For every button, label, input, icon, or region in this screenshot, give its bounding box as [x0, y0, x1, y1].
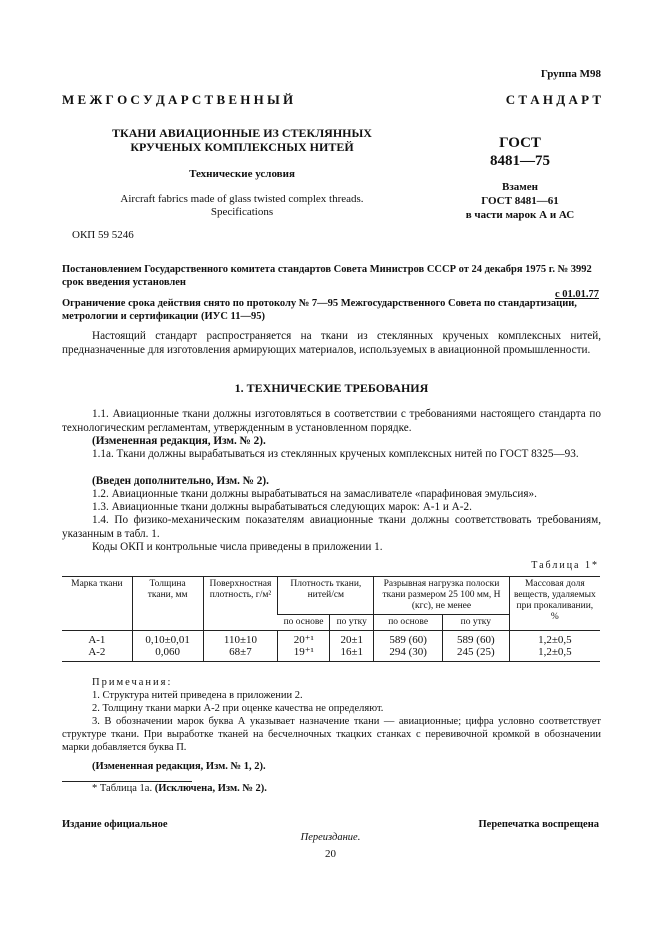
- note-2: 2. Толщину ткани марки А-2 при оценке качества не определяют.: [92, 703, 384, 714]
- header-load-warp: по основе: [374, 615, 443, 631]
- english-title: [62, 193, 422, 219]
- banner-left: М Е Ж Г О С У Д А Р С Т В Е Н Н Ы Й: [62, 92, 294, 107]
- cell-mark: А-1: [88, 634, 106, 646]
- english-title-line-2: Specifications: [210, 206, 274, 218]
- header-weft: по утку: [330, 615, 374, 631]
- replaces-block: [440, 180, 600, 222]
- decree-text: Постановлением Государственного комитета стандартов Совета Министров СССР от 24 декабря 1975 г. № 3992 срок введения установлен: [62, 264, 592, 288]
- header-breaking-load: Разрывная нагрузка полоски ткани размером 25 100 мм, Н (кгс), не менее: [374, 577, 509, 615]
- footnote: [92, 783, 267, 794]
- footnote-note: (Исключена, Изм. № 2).: [154, 783, 267, 794]
- cell-thickness: 0,060: [132, 646, 203, 662]
- page-number: 20: [325, 848, 336, 860]
- banner-right: С Т А Н Д А Р Т: [505, 92, 601, 107]
- paragraph-1-1-note: (Измененная редакция, Изм. № 2).: [92, 435, 266, 447]
- cell-load-warp: 294 (30): [374, 646, 443, 662]
- reprint-prohibited: Перепечатка воспрещена: [478, 819, 599, 830]
- header-surface-density: Поверхностная плотность, г/м²: [203, 577, 278, 631]
- paragraph-1-1a-note: (Введен дополнительно, Изм. № 2).: [92, 475, 269, 487]
- replaces-note: в части марок А и АС: [465, 209, 575, 221]
- official-edition: Издание официальное: [62, 819, 168, 830]
- table-caption: Таблица 1*: [531, 560, 599, 571]
- cell-warp: 20⁺¹: [278, 631, 330, 647]
- cell-lubricant: 1,2±0,5: [509, 646, 600, 662]
- table-1: [62, 576, 600, 662]
- cell-load-weft: 245 (25): [443, 646, 510, 662]
- replaces-gost: ГОСТ 8481—61: [481, 195, 559, 207]
- cell-lubricant: 1,2±0,5: [509, 631, 600, 647]
- header-load-weft: по утку: [443, 615, 510, 631]
- group-code: Группа М98: [540, 68, 601, 80]
- gost-code: 8481—75: [490, 153, 550, 169]
- reissue-note: Переиздание.: [300, 832, 361, 843]
- gost-label: ГОСТ: [499, 135, 541, 151]
- cell-weft: 16±1: [330, 646, 374, 662]
- cell-density: 110±10: [203, 631, 278, 647]
- section-title: 1. ТЕХНИЧЕСКИЕ ТРЕБОВАНИЯ: [234, 381, 429, 395]
- cell-mark: А-2: [62, 646, 132, 662]
- cell-load-weft: 589 (60): [443, 631, 510, 647]
- cell-density: 68±7: [203, 646, 278, 662]
- table-row: [62, 646, 600, 662]
- paragraph-1-1a: 1.1а. Ткани должны вырабатываться из стеклянных крученых комплексных нитей по ГОСТ 8325—93.: [92, 448, 579, 460]
- header-thickness: Толщина ткани, мм: [132, 577, 203, 631]
- notes-change: (Измененная редакция, Изм. № 1, 2).: [92, 761, 266, 772]
- english-title-line-1: Aircraft fabrics made of glass twisted complex threads.: [120, 193, 364, 205]
- title-line-1: ТКАНИ АВИАЦИОННЫЕ ИЗ СТЕКЛЯННЫХ: [112, 126, 372, 140]
- header-lubricant: Массовая доля веществ, удаляемых при прокаливании, %: [509, 577, 600, 631]
- document-subtitle: Технические условия: [189, 168, 295, 180]
- paragraph-okp-codes: Коды ОКП и контрольные числа приведены в приложении 1.: [92, 541, 383, 553]
- header-mark: Марка ткани: [62, 577, 132, 631]
- standard-banner: [62, 92, 601, 108]
- paragraph-1-1: 1.1. Авиационные ткани должны изготовляться в соответствии с требованиями настоящего стандарта по технологическим регламентам, утвержденным в установленном порядке.: [62, 408, 601, 434]
- effective-date: с 01.01.77: [554, 289, 599, 300]
- header-thread-density: Плотность ткани, нитей/см: [278, 577, 374, 615]
- okp-code: ОКП 59 5246: [72, 229, 134, 241]
- note-1: 1. Структура нитей приведена в приложении 2.: [92, 690, 303, 701]
- replaces-label: Взамен: [502, 181, 538, 193]
- intro-paragraph: Настоящий стандарт распространяется на ткани из стеклянных крученых комплексных нитей, предназначенные для изготовления армирующих материалов, используемых в авиационной промышленности.: [62, 330, 601, 356]
- title-line-2: КРУЧЕНЫХ КОМПЛЕКСНЫХ НИТЕЙ: [130, 140, 354, 154]
- header-warp: по основе: [278, 615, 330, 631]
- paragraph-1-3: 1.3. Авиационные ткани должны вырабатываться следующих марок: А-1 и А-2.: [92, 501, 472, 513]
- paragraph-1-4: 1.4. По физико-механическим показателям авиационные ткани должны соответствовать требованиям, указанным в табл. 1.: [62, 514, 601, 540]
- paragraph-1-2: 1.2. Авиационные ткани должны вырабатываться на замасливателе «парафиновая эмульсия».: [92, 488, 537, 500]
- gost-number: [460, 134, 580, 170]
- table-row: [62, 631, 600, 647]
- cell-thickness: 0,10±0,01: [132, 631, 203, 647]
- cell-load-warp: 589 (60): [374, 631, 443, 647]
- note-3: 3. В обозначении марок буква А указывает назначение ткани — авиационные; цифра условно соответствует структуре ткани. При выработке тканей на бесчелночных ткацких станках с перевивочной кромкой в обозначении марки добавляется буква П.: [62, 716, 601, 753]
- notes-block: [62, 676, 601, 773]
- footnote-text: * Таблица 1а.: [92, 783, 153, 794]
- cell-weft: 20±1: [330, 631, 374, 647]
- document-title: [62, 126, 422, 154]
- cell-warp: 19⁺¹: [278, 646, 330, 662]
- restriction-text: Ограничение срока действия снято по протоколу № 7—95 Межгосударственного Совета по стандартизации, метрологии и сертификации (ИУС 11—95): [62, 298, 577, 322]
- footnote-divider: [62, 781, 192, 782]
- notes-heading: Примечания:: [92, 677, 173, 688]
